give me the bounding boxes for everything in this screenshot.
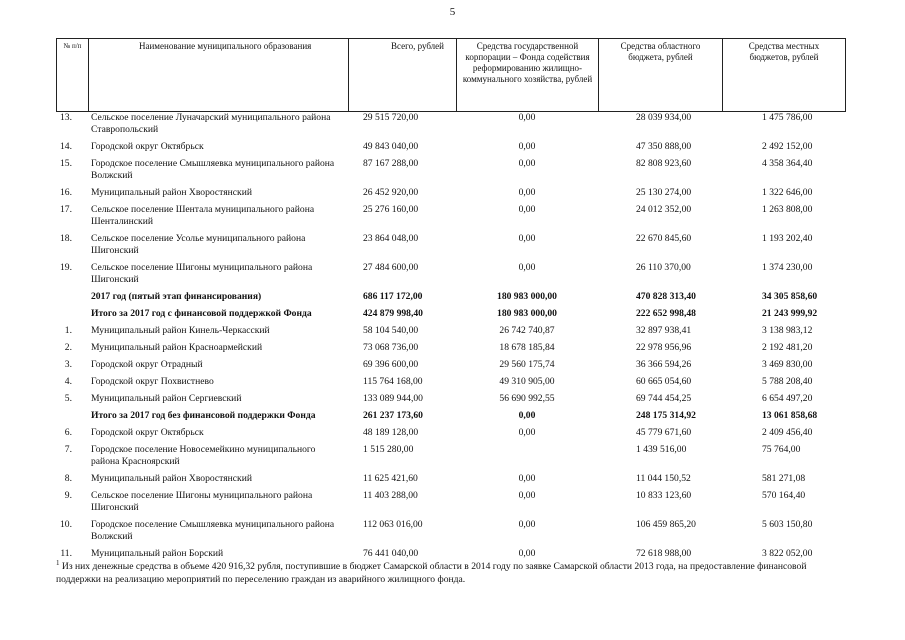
row-total: 686 117 172,00 [363, 291, 423, 302]
footnote [56, 557, 846, 586]
row-regional: 106 459 865,20 [636, 519, 696, 530]
row-number: 4. [64, 376, 72, 387]
table-row [56, 112, 845, 136]
row-name: Городское поселение Новосемейкино муниципального района Красноярский [91, 444, 316, 467]
row-regional: 72 618 988,00 [636, 548, 692, 559]
row-fund: 180 983 000,00 [497, 308, 557, 319]
row-name: Сельское поселение Шигоны муниципального района Шигонский [91, 262, 313, 285]
row-number: 16. [60, 187, 72, 198]
row-name: Сельское поселение Усолье муниципального района Шигонский [91, 233, 306, 256]
table-row [56, 320, 845, 337]
header-regional: Средства областного бюджета, рублей [599, 39, 723, 112]
row-number [56, 303, 88, 320]
row-number: 2. [64, 342, 72, 353]
row-name: 2017 год (пятый этап финансирования) [91, 291, 262, 302]
row-number: 8. [64, 473, 72, 484]
row-number: 10. [60, 519, 72, 530]
page-number: 5 [449, 6, 456, 18]
row-regional: 10 833 123,60 [636, 490, 692, 501]
row-total: 49 843 040,00 [363, 141, 419, 152]
row-number [56, 286, 88, 303]
row-regional: 1 439 516,00 [636, 444, 687, 455]
row-fund: 0,00 [518, 141, 536, 152]
row-fund: 0,00 [518, 158, 536, 169]
table-row [56, 514, 845, 543]
footnote-marker: 1 [56, 559, 60, 567]
row-number: 15. [60, 158, 72, 169]
row-regional: 11 044 150,52 [636, 473, 691, 484]
row-total: 73 068 736,00 [363, 342, 419, 353]
footnote-text: Из них денежные средства в объеме 420 916,32 рубля, поступившие в бюджет Самарской области в 2014 году по заявке Самарской области 2013 года, на предоставление финансовой поддержки на реализацию мероприятий по переселению граждан из аварийного жилищного фонда. [56, 561, 807, 586]
table-row [56, 371, 845, 388]
row-name: Муниципальный район Хворостянский [91, 187, 252, 198]
row-fund: 180 983 000,00 [497, 291, 557, 302]
table-row [56, 257, 845, 286]
table-row [56, 388, 845, 405]
row-fund: 0,00 [518, 519, 536, 530]
row-number: 19. [60, 262, 72, 273]
row-name: Городское поселение Смышляевка муниципального района Волжский [91, 519, 335, 542]
row-name: Итого за 2017 год с финансовой поддержкой Фонда [91, 308, 312, 319]
row-name: Муниципальный район Сергиевский [91, 393, 242, 404]
row-local: 1 193 202,40 [762, 233, 813, 244]
row-regional: 82 808 923,60 [636, 158, 692, 169]
row-total: 11 625 421,60 [363, 473, 418, 484]
row-name: Сельское поселение Шигоны муниципального района Шигонский [91, 490, 313, 513]
row-fund: 26 742 740,87 [499, 325, 555, 336]
row-number: 7. [64, 444, 72, 455]
table-row [56, 136, 845, 153]
row-regional: 60 665 054,60 [636, 376, 692, 387]
row-total: 25 276 160,00 [363, 204, 419, 215]
table-row [56, 182, 845, 199]
row-regional: 28 039 934,00 [636, 112, 692, 123]
table-row [56, 286, 845, 303]
row-fund: 56 690 992,55 [499, 393, 555, 404]
header-fund: Средства государственной корпорации – Фонда содействия реформированию жилищно-коммунального хозяйства, рублей [457, 39, 599, 112]
row-fund: 29 560 175,74 [499, 359, 555, 370]
row-fund: 0,00 [518, 187, 536, 198]
row-total: 11 403 288,00 [363, 490, 418, 501]
table-row [56, 405, 845, 422]
table-row [56, 422, 845, 439]
header-local: Средства местных бюджетов, рублей [723, 39, 846, 112]
row-name: Городской округ Октябрьск [91, 141, 204, 152]
row-local: 2 409 456,40 [762, 427, 813, 438]
row-name: Итого за 2017 год без финансовой поддержки Фонда [91, 410, 316, 421]
row-number: 1. [64, 325, 72, 336]
table-row [56, 199, 845, 228]
row-number [56, 405, 88, 422]
row-total: 48 189 128,00 [363, 427, 419, 438]
row-total: 424 879 998,40 [363, 308, 423, 319]
row-local: 1 374 230,00 [762, 262, 813, 273]
row-total: 27 484 600,00 [363, 262, 419, 273]
row-number: 5. [64, 393, 72, 404]
row-fund: 0,00 [518, 112, 536, 123]
row-number: 3. [64, 359, 72, 370]
row-local: 2 492 152,00 [762, 141, 813, 152]
row-regional: 36 366 594,26 [636, 359, 692, 370]
row-total: 261 237 173,60 [363, 410, 423, 421]
row-number: 17. [60, 204, 72, 215]
row-fund: 0,00 [518, 410, 536, 421]
row-local: 6 654 497,20 [762, 393, 813, 404]
row-total: 115 764 168,00 [363, 376, 423, 387]
row-local: 5 788 208,40 [762, 376, 813, 387]
table-row [56, 439, 845, 468]
table-row [56, 228, 845, 257]
row-name: Городской округ Отрадный [91, 359, 203, 370]
header-row [57, 39, 846, 112]
row-number: 11. [60, 548, 72, 559]
row-total: 133 089 944,00 [363, 393, 423, 404]
row-total: 58 104 540,00 [363, 325, 419, 336]
row-regional: 24 012 352,00 [636, 204, 692, 215]
row-total: 1 515 280,00 [363, 444, 414, 455]
row-number: 9. [64, 490, 72, 501]
row-regional: 47 350 888,00 [636, 141, 692, 152]
row-number: 18. [60, 233, 72, 244]
row-fund: 0,00 [518, 473, 536, 484]
row-name: Городское поселение Смышляевка муниципального района Волжский [91, 158, 335, 181]
header-total: Всего, рублей [349, 39, 457, 112]
table-row [56, 337, 845, 354]
row-total: 76 441 040,00 [363, 548, 419, 559]
row-fund [456, 439, 598, 468]
row-name: Городской округ Похвистнево [91, 376, 214, 387]
row-regional: 69 744 454,25 [636, 393, 692, 404]
row-fund: 0,00 [518, 204, 536, 215]
row-local: 1 263 808,00 [762, 204, 813, 215]
header-num: № п/п [57, 39, 89, 112]
row-name: Городской округ Октябрьск [91, 427, 204, 438]
row-regional: 32 897 938,41 [636, 325, 692, 336]
row-number: 6. [64, 427, 72, 438]
row-local: 1 475 786,00 [762, 112, 813, 123]
row-regional: 22 978 956,96 [636, 342, 692, 353]
row-local: 21 243 999,92 [762, 308, 818, 319]
row-local: 581 271,08 [762, 473, 806, 484]
row-regional: 45 779 671,60 [636, 427, 692, 438]
table-row [56, 468, 845, 485]
row-total: 87 167 288,00 [363, 158, 419, 169]
row-name: Муниципальный район Хворостянский [91, 473, 252, 484]
row-name: Сельское поселение Шентала муниципального района Шенталинский [91, 204, 315, 227]
row-name: Сельское поселение Луначарский муниципального района Ставропольский [91, 112, 331, 135]
row-local: 3 138 983,12 [762, 325, 813, 336]
row-local: 3 822 052,00 [762, 548, 813, 559]
row-local: 3 469 830,00 [762, 359, 813, 370]
table-row [56, 303, 845, 320]
row-fund: 18 678 185,84 [499, 342, 555, 353]
funding-table [56, 112, 845, 560]
row-regional: 222 652 998,48 [636, 308, 696, 319]
row-fund: 0,00 [518, 262, 536, 273]
row-local: 13 061 858,68 [762, 410, 818, 421]
row-local: 4 358 364,40 [762, 158, 813, 169]
row-local: 2 192 481,20 [762, 342, 813, 353]
row-fund: 0,00 [518, 427, 536, 438]
row-name: Муниципальный район Красноармейский [91, 342, 263, 353]
row-number: 14. [60, 141, 72, 152]
row-local: 570 164,40 [762, 490, 806, 501]
row-regional: 25 130 274,00 [636, 187, 692, 198]
row-name: Муниципальный район Борский [91, 548, 224, 559]
row-name: Муниципальный район Кинель-Черкасский [91, 325, 270, 336]
row-fund: 0,00 [518, 490, 536, 501]
row-regional: 26 110 370,00 [636, 262, 691, 273]
table-row [56, 485, 845, 514]
row-fund: 0,00 [518, 233, 536, 244]
row-total: 69 396 600,00 [363, 359, 419, 370]
row-total: 26 452 920,00 [363, 187, 419, 198]
table-row [56, 153, 845, 182]
row-total: 112 063 016,00 [363, 519, 423, 530]
row-local: 34 305 858,60 [762, 291, 818, 302]
row-regional: 248 175 314,92 [636, 410, 696, 421]
row-local: 5 603 150,80 [762, 519, 813, 530]
row-local: 1 322 646,00 [762, 187, 813, 198]
row-regional: 22 670 845,60 [636, 233, 692, 244]
table-header [56, 38, 846, 112]
table-row [56, 354, 845, 371]
row-total: 29 515 720,00 [363, 112, 419, 123]
table-body [56, 112, 845, 560]
row-total: 23 864 048,00 [363, 233, 419, 244]
row-regional: 470 828 313,40 [636, 291, 696, 302]
row-local: 75 764,00 [762, 444, 801, 455]
header-name: Наименование муниципального образования [89, 39, 349, 112]
row-number: 13. [60, 112, 72, 123]
row-fund: 0,00 [518, 548, 536, 559]
row-fund: 49 310 905,00 [499, 376, 555, 387]
